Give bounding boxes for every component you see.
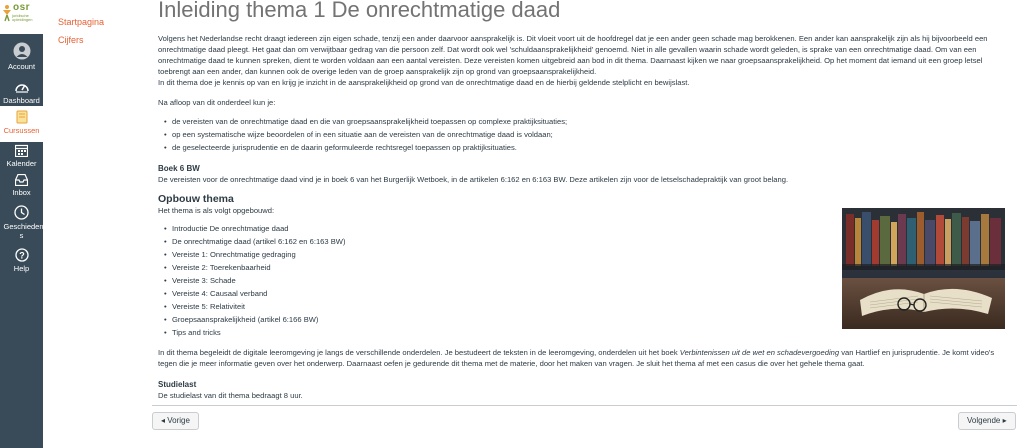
studielast-paragraph: De studielast van dit thema bedraagt 8 uur.	[158, 391, 303, 400]
logo-text: osr	[13, 2, 31, 13]
list-item: • de geselecteerde jurisprudentie en de daarin geformuleerde rechtsregel toepassen op praktijksituaties.	[164, 142, 1003, 153]
nav-cursussen-label: Cursussen	[3, 126, 40, 135]
nav-help-label: Help	[13, 264, 30, 273]
boek-paragraph: De vereisten voor de onrechtmatige daad vind je in boek 6 van het Burgerlijk Wetboek, in de artikelen 6:162 en 6:163 BW. Deze artikelen zijn voor de letselschadepraktijk van groot belang.	[158, 175, 789, 184]
list-item: • Tips and tricks	[164, 327, 798, 338]
nav-geschiedenis-label: Geschiedeni s	[3, 222, 46, 240]
course-nav-cijfers[interactable]: Cijfers	[58, 35, 84, 45]
avatar-icon	[13, 42, 31, 60]
svg-text:?: ?	[18, 250, 25, 261]
nav-dashboard-label: Dashboard	[3, 96, 40, 105]
opbouw-heading: Opbouw thema	[158, 193, 234, 205]
previous-button[interactable]: ◂ Vorige	[152, 412, 199, 430]
nav-geschiedenis[interactable]	[0, 205, 46, 240]
nav-help[interactable]	[0, 248, 43, 273]
opbouw-intro: Het thema is als volgt opgebouwd:	[158, 206, 275, 215]
next-button[interactable]: Volgende ▸	[958, 412, 1016, 430]
boek-heading: Boek 6 BW	[158, 164, 200, 173]
inbox-icon	[15, 174, 28, 186]
leeromgeving-paragraph	[158, 347, 1003, 369]
afloop-list	[158, 116, 1003, 153]
list-item: • De onrechtmatige daad (artikel 6:162 en 6:163 BW)	[164, 236, 798, 247]
nav-inbox[interactable]	[0, 174, 43, 197]
book-icon	[16, 110, 28, 124]
logo-figure-icon	[2, 4, 12, 22]
logo-subtext: juridische opleidingen	[12, 13, 33, 22]
nav-account-label: Account	[7, 62, 36, 71]
list-item: • Groepsaansprakelijkheid (artikel 6:166 BW)	[164, 314, 798, 325]
nav-dashboard[interactable]	[0, 80, 43, 105]
nav-kalender[interactable]	[0, 144, 43, 168]
osr-logo[interactable]	[0, 0, 43, 34]
list-item: • de vereisten van de onrechtmatige daad en die van groepsaansprakelijkheid toepassen op complexe praktijksituaties;	[164, 116, 1003, 127]
list-item: • Vereiste 5: Relativiteit	[164, 301, 798, 312]
list-item: • Vereiste 1: Onrechtmatige gedraging	[164, 249, 798, 260]
list-item: • Vereiste 2: Toerekenbaarheid	[164, 262, 798, 273]
nav-kalender-label: Kalender	[6, 159, 37, 168]
clock-icon	[14, 205, 29, 220]
nav-cursussen[interactable]	[0, 106, 43, 142]
opbouw-list	[158, 223, 798, 338]
leer-text-2: van Hartlief en jurisprudentie. Je komt video's tegen die je meer informatie geven over het onderwerp. Daarnaast oefen je gedurende dit thema met de materie, door het maken van vragen. Je sluit het thema af met een casus die over het gehele thema gaat.	[158, 348, 995, 368]
help-icon	[15, 248, 29, 262]
book-title: Verbintenissen uit de wet en schadevergoeding	[679, 348, 840, 357]
list-item: • Vereiste 3: Schade	[164, 275, 798, 286]
leer-text-1: In dit thema begeleidt de digitale leeromgeving je langs de verschillende onderdelen. Je bestudeert de teksten in de leeromgeving, onderdelen uit het boek	[158, 348, 680, 357]
list-item: • op een systematische wijze beoordelen of in een situatie aan de vereisten van de onrechtmatige daad is voldaan;	[164, 129, 1003, 140]
course-nav-startpagina[interactable]: Startpagina	[58, 17, 105, 27]
intro-paragraph: Volgens het Nederlandse recht draagt iedereen zijn eigen schade, tenzij een ander daarvoor aansprakelijk is. Dit vloeit voort uit de hoofdregel dat je een ander geen schade mag berokkenen. Een ander kan aansprakelijk zijn als hij bijvoorbeeld een onrechtmatige daad pleegt. Het gaat dan om verwijtbaar gedrag van die persoon zelf. Dat wordt ook wel 'schuldaansprakelijkheid' genoemd. Niet in alle gevallen waarin schade wordt geleden, is sprake van een onrechtmatige daad. Om van een onrechtmatige daad te kunnen spreken, dient te worden voldaan aan een aantal vereisten. Deze vereisten komen uitgebreid aan bod in dit thema. Daarnaast kijken we naar groepsaansprakelijkheid. Op het moment dat iemand uit een groep letsel toebrengt aan een ander, dan kunnen ook de overige leden van de groep aansprakelijk zijn op grond van groepsaansprakelijkheid.	[158, 34, 988, 76]
speedometer-icon	[14, 80, 30, 94]
list-item: • Introductie De onrechtmatige daad	[164, 223, 798, 234]
list-item: • Vereiste 4: Causaal verband	[164, 288, 798, 299]
books-photo	[842, 208, 1005, 329]
calendar-icon	[15, 144, 28, 157]
intro-paragraph-2: In dit thema doe je kennis op van en krijg je inzicht in de aansprakelijkheid op grond van de onrechtmatige daad en de hierbij geldende stelplicht en bewijslast.	[158, 78, 690, 87]
page-title: Inleiding thema 1 De onrechtmatige daad	[158, 0, 561, 22]
footer-divider	[152, 405, 1017, 406]
nav-account[interactable]	[0, 42, 43, 71]
global-nav	[0, 0, 46, 448]
nav-inbox-label: Inbox	[12, 188, 31, 197]
studielast-heading: Studielast	[158, 380, 197, 389]
afloop-heading: Na afloop van dit onderdeel kun je:	[158, 98, 276, 107]
course-nav	[58, 13, 104, 49]
